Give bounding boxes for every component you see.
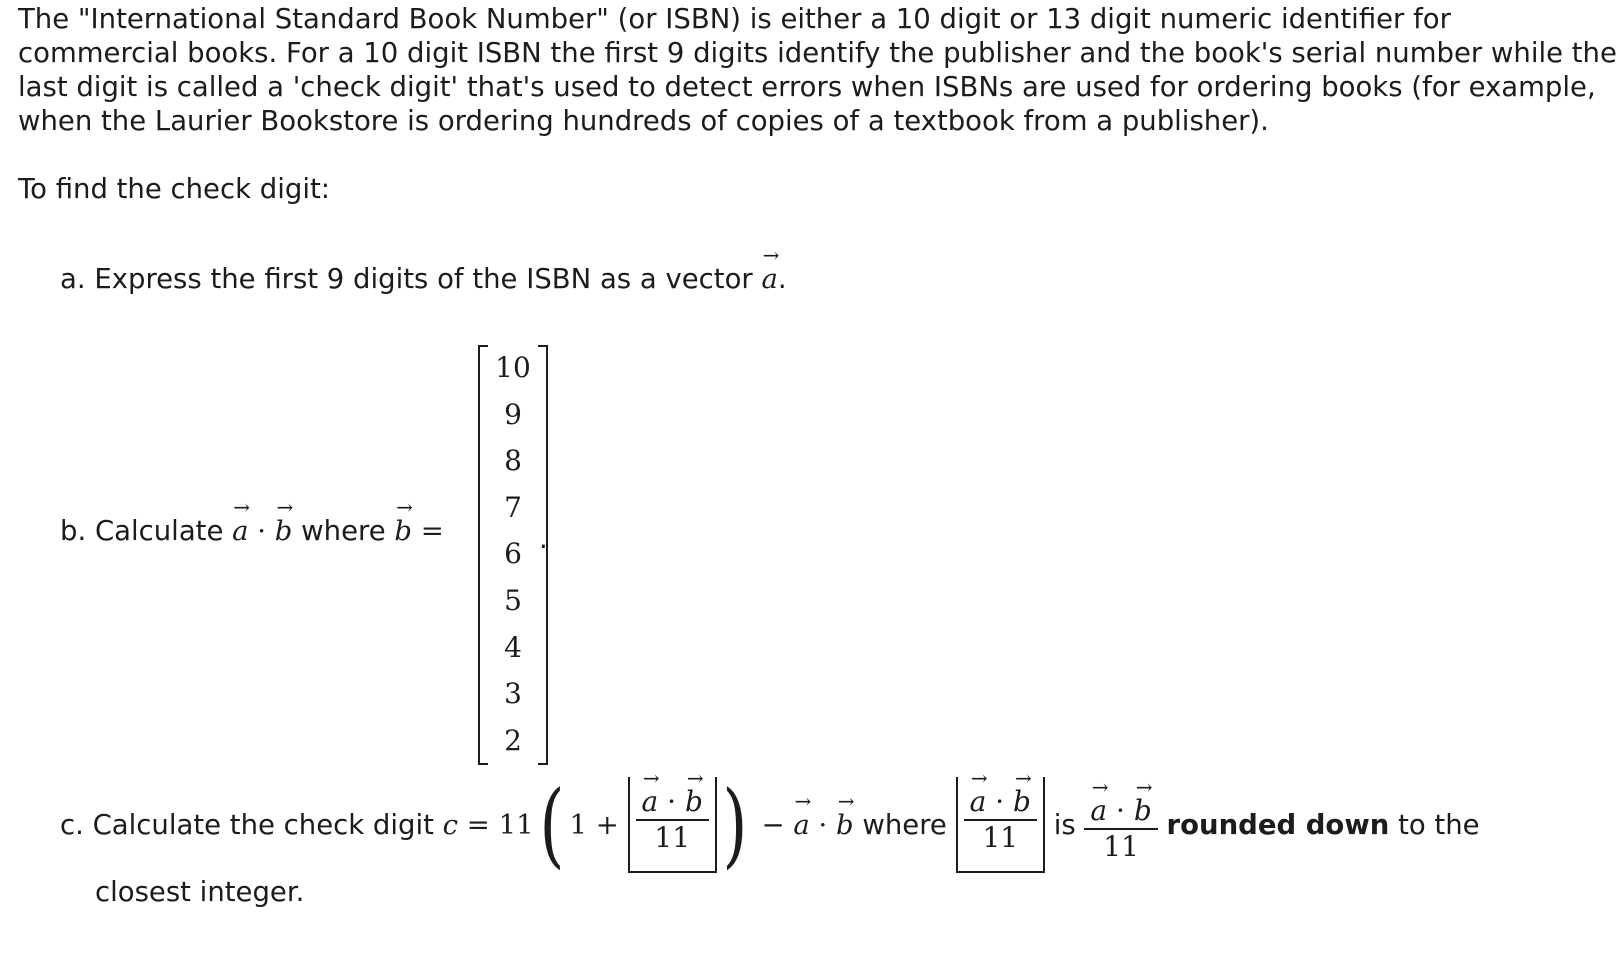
find-check-digit-heading: To find the check digit:	[18, 173, 331, 205]
fraction	[1084, 786, 1157, 864]
vector-b-matrix	[478, 345, 548, 765]
minus-sign: −	[761, 809, 785, 841]
vector-b-symbol: → b	[836, 808, 854, 842]
vector-a-symbol: → a	[793, 808, 809, 842]
fraction	[964, 777, 1037, 855]
fraction	[636, 777, 709, 855]
matrix-entry: 7	[504, 490, 522, 524]
where-label: where	[862, 809, 947, 841]
where-label: where	[301, 515, 386, 547]
matrix-entry: 6	[504, 537, 522, 571]
step-b-label: b. Calculate	[60, 515, 224, 547]
closest-integer-text: closest integer.	[95, 876, 305, 908]
vector-b-symbol: → b	[275, 514, 293, 548]
step-c-label: c. Calculate the check digit	[60, 809, 434, 841]
dot-operator: ·	[818, 809, 828, 841]
left-paren: (	[538, 771, 565, 878]
vector-a-symbol: → a	[232, 514, 248, 548]
matrix-entry: 5	[504, 583, 522, 617]
is-label: is	[1053, 809, 1076, 841]
fraction-denominator: 11	[654, 821, 691, 854]
matrix-entry: 4	[504, 630, 522, 664]
step-a-label: a. Express the first 9 digits of the ISBN as a vector	[60, 263, 753, 295]
intro-paragraph: The "International Standard Book Number" (or ISBN) is either a 10 digit or 13 digit numeric identifier for commercial books. For a 10 digit ISBN the first 9 digits identify the publisher and the book's serial number while the last digit is called a 'check digit' that's used to detect errors when ISBNs are used for ordering books (for example, when the Laurier Bookstore is ordering hundreds of copies of a textbook from a publisher).	[18, 3, 1617, 137]
matrix-entry: 9	[504, 397, 522, 431]
rounded-down-text: rounded down	[1166, 809, 1390, 841]
fraction-numerator: → a · → b	[636, 777, 709, 821]
fraction-denominator: 11	[982, 821, 1019, 854]
matrix-entry: 2	[504, 723, 522, 757]
plus-sign: +	[595, 809, 619, 841]
floor-bracket	[628, 777, 717, 873]
check-digit-symbol: c	[442, 809, 459, 841]
step-a	[60, 262, 787, 296]
fraction-numerator: → a · → b	[1084, 786, 1157, 830]
eleven-coefficient: 11	[498, 809, 534, 841]
fraction-denominator: 11	[1103, 830, 1139, 863]
equals-sign: =	[420, 515, 444, 547]
one-term: 1	[569, 809, 587, 841]
right-paren: )	[722, 771, 748, 878]
step-b	[60, 514, 444, 548]
matrix-entry: 8	[504, 444, 522, 478]
dot-operator: ·	[257, 515, 267, 547]
left-bracket	[478, 345, 488, 765]
equals-sign: =	[466, 809, 490, 841]
step-c	[60, 770, 1480, 880]
to-the-text: to the	[1398, 809, 1480, 841]
fraction-numerator: → a · → b	[964, 777, 1037, 821]
step-b-end: .	[539, 523, 548, 555]
vector-b-symbol: → b	[394, 514, 412, 548]
matrix-entry: 3	[504, 677, 522, 711]
vector-a-symbol: → a	[761, 262, 777, 296]
step-a-end: .	[777, 263, 787, 295]
matrix-entries	[488, 345, 538, 765]
matrix-entry: 10	[495, 351, 531, 384]
floor-bracket	[956, 777, 1045, 873]
